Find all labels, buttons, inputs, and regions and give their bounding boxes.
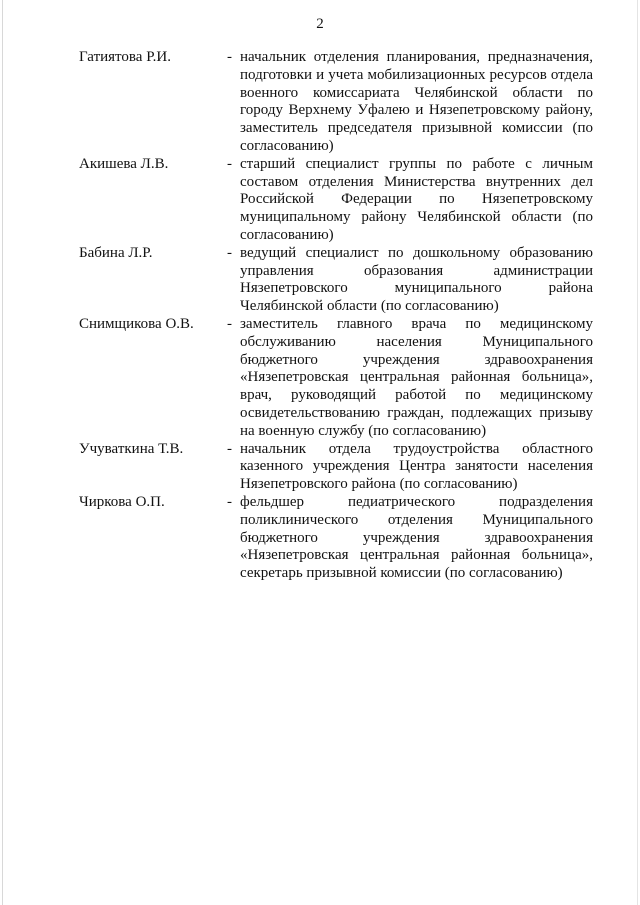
member-name: Гатиятова Р.И.: [79, 49, 171, 65]
dash-separator: -: [227, 49, 232, 65]
scan-edge-left: [2, 0, 3, 905]
list-item: [79, 316, 593, 441]
dash-separator: -: [227, 493, 232, 510]
member-name: Чиркова О.П.: [79, 493, 165, 510]
member-position: заместитель главного врача по медицинскому обслуживанию населения Муниципального бюджетного учреждения здравоохранения «Нязепетровская центральная районная больница», врач, руководящий работой по медицинскому освидетельствованию граждан, подлежащих призыву на военную службу (по согласованию): [240, 315, 593, 439]
member-position: начальник отделения планирования, предназначения, подготовки и учета мобилизационных ресурсов отдела военного комиссариата Челябинской области по городу Верхнему Уфалею и Нязепетровскому району, заместитель председателя призывной комиссии (по согласованию): [240, 49, 593, 154]
member-position: старший специалист группы по работе с личным составом отделения Министерства внутренних дел Российской Федерации по Нязепетровскому муниципальному району Челябинской области (по согласованию): [240, 155, 593, 243]
member-name: Учуваткина Т.В.: [79, 440, 184, 457]
page-number: 2: [316, 16, 324, 32]
member-name: Акишева Л.В.: [79, 155, 169, 172]
dash-separator: -: [227, 440, 232, 457]
member-name: Снимщикова О.В.: [79, 315, 194, 332]
member-position: ведущий специалист по дошкольному образованию управления образования администрации Нязепетровского муниципального района Челябинской области (по согласованию): [240, 244, 593, 315]
member-position: начальник отдела трудоустройства областного казенного учреждения Центра занятости населения Нязепетровского района (по согласованию): [240, 440, 593, 493]
scan-edge-right: [637, 0, 638, 905]
list-item: [79, 156, 593, 245]
dash-separator: -: [227, 315, 232, 332]
member-name: Бабина Л.Р.: [79, 244, 153, 261]
dash-separator: -: [227, 155, 232, 172]
list-item: [79, 441, 593, 494]
list-item: [79, 245, 593, 316]
dash-separator: -: [227, 244, 232, 261]
list-item: [79, 49, 593, 156]
commission-member-list: [79, 49, 593, 583]
member-position: фельдшер педиатрического подразделения поликлинического отделения Муниципального бюджетного учреждения здравоохранения «Нязепетровская центральная районная больница», секретарь призывной комиссии (по согласованию): [240, 493, 593, 582]
list-item: [79, 494, 593, 583]
